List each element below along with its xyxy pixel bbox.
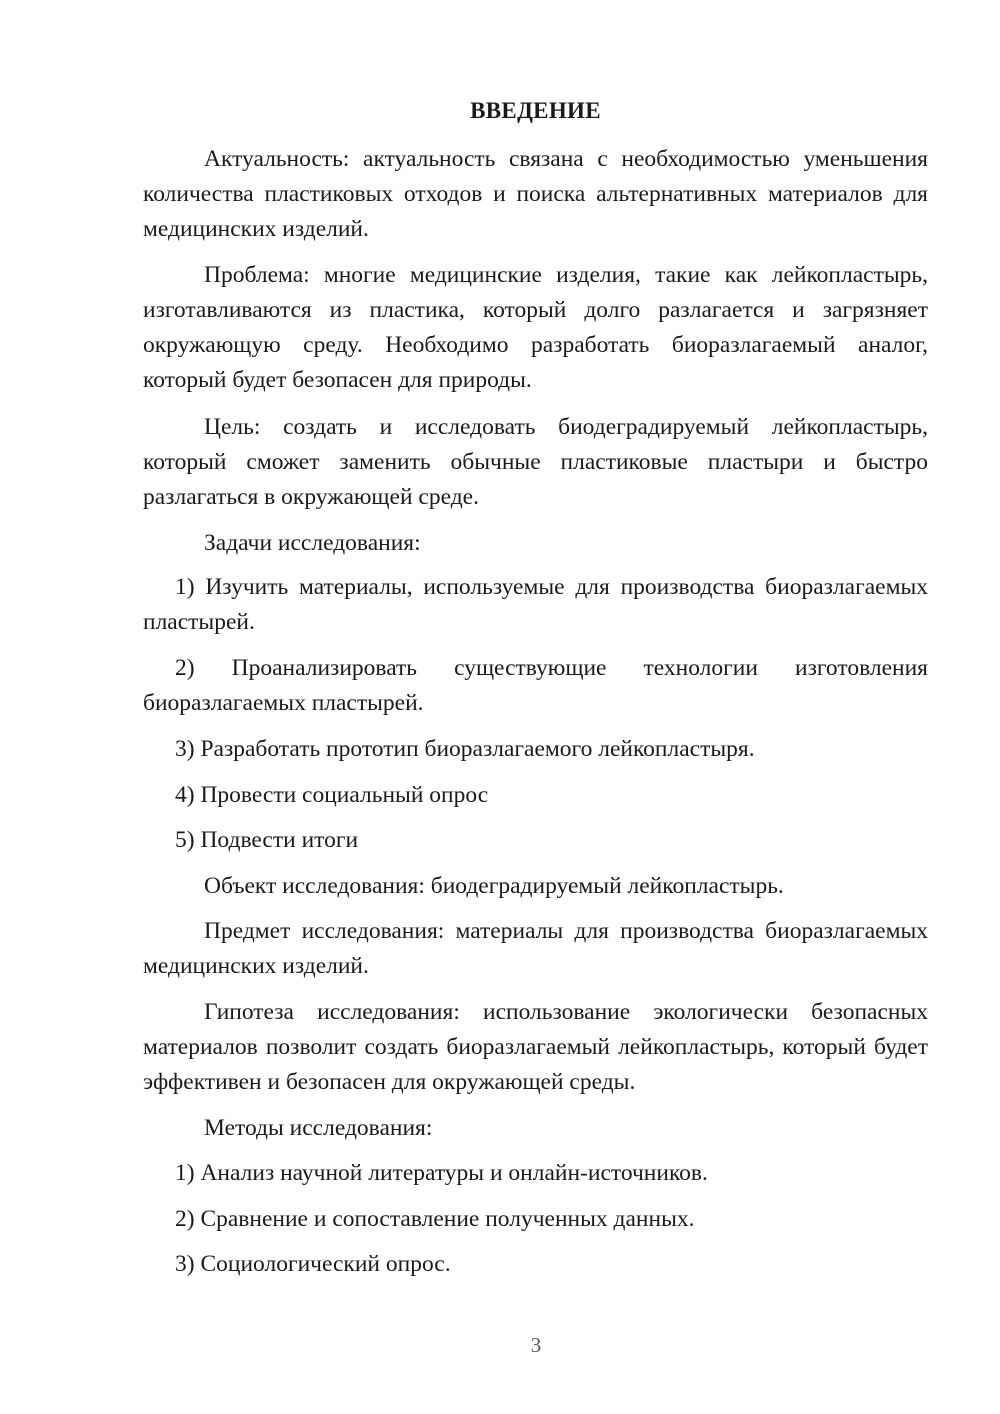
paragraph-methods-heading: Методы исследования:	[204, 1115, 433, 1141]
list-item-task-4: 4) Провести социальный опрос	[175, 782, 489, 808]
paragraph-tasks-heading: Задачи исследования:	[204, 530, 421, 556]
paragraph-subject: Предмет исследования: материалы для производства биоразлагаемых медицинских изделий.	[143, 918, 928, 979]
page-title: ВВЕДЕНИЕ	[470, 98, 601, 123]
paragraph-goal: Цель: создать и исследовать биодеградируемый лейкопластырь, который сможет заменить обычные пластиковые пластыри и быстро разлагаться в окружающей среде.	[143, 414, 928, 510]
list-item-task-3: 3) Разработать прототип биоразлагаемого лейкопластыря.	[175, 736, 755, 762]
list-item-method-1: 1) Анализ научной литературы и онлайн-источников.	[175, 1160, 708, 1186]
list-item-task-2: 2) Проанализировать существующие технологии изготовления биоразлагаемых пластырей.	[143, 655, 928, 716]
page-number: 3	[530, 1333, 542, 1357]
list-item-method-3: 3) Социологический опрос.	[175, 1251, 451, 1277]
paragraph-relevance: Актуальность: актуальность связана с необходимостью уменьшения количества пластиковых отходов и поиска альтернативных материалов для медицинских изделий.	[143, 146, 928, 242]
list-item-method-2: 2) Сравнение и сопоставление полученных данных.	[175, 1206, 695, 1232]
paragraph-object: Объект исследования: биодеградируемый лейкопластырь.	[204, 873, 784, 899]
paragraph-hypothesis: Гипотеза исследования: использование экологически безопасных материалов позволит создать биоразлагаемый лейкопластырь, который будет эффективен и безопасен для окружающей среды.	[143, 999, 928, 1095]
paragraph-problem: Проблема: многие медицинские изделия, такие как лейкопластырь, изготавливаются из пластика, который долго разлагается и загрязняет окружающую среду. Необходимо разработать биоразлагаемый аналог, который будет безопасен для природы.	[143, 262, 928, 393]
list-item-task-1: 1) Изучить материалы, используемые для производства биоразлагаемых пластырей.	[143, 574, 928, 635]
list-item-task-5: 5) Подвести итоги	[175, 827, 359, 853]
